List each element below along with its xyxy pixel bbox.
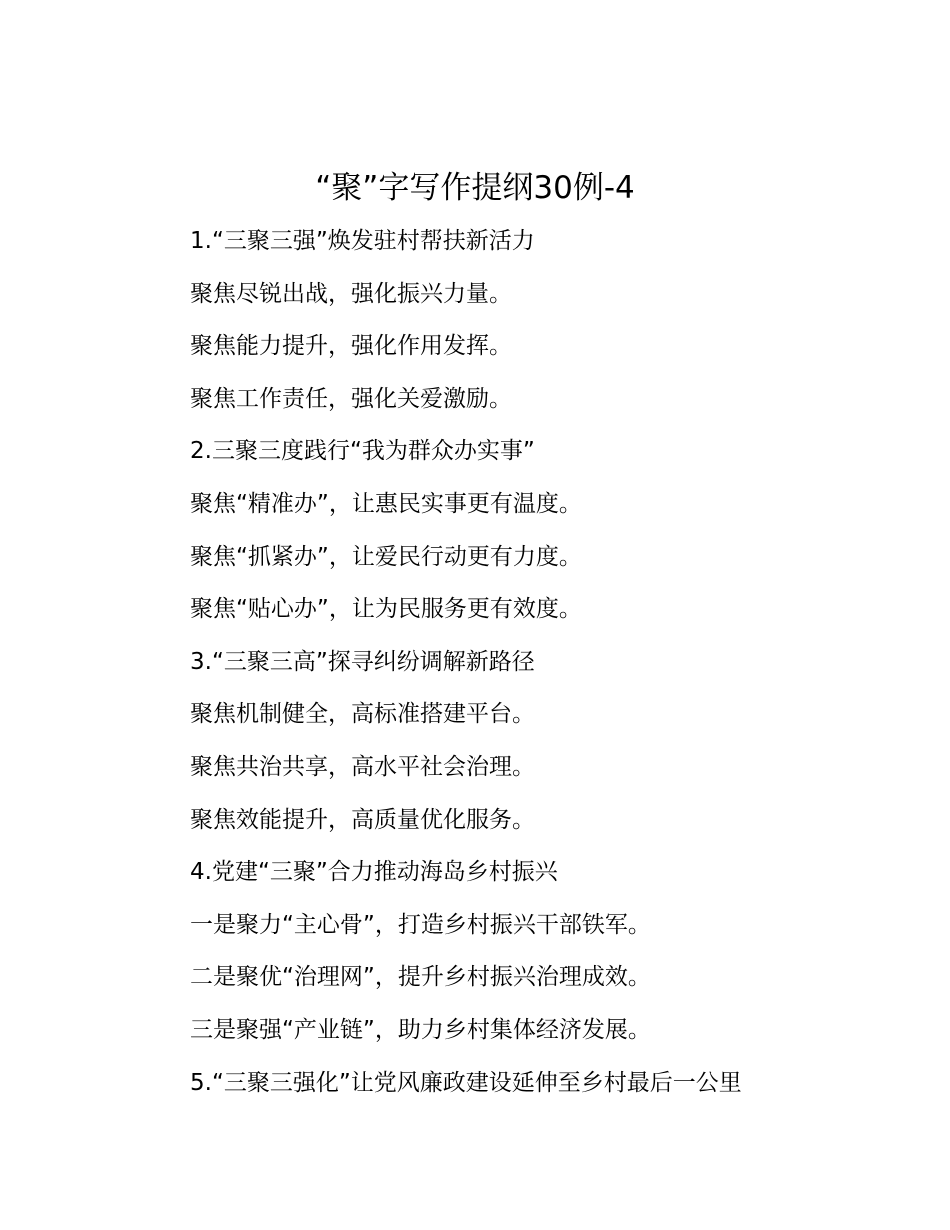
text-line: 一是聚力“主心骨”，打造乡村振兴干部铁军。 (190, 911, 651, 938)
text-line: 聚焦“精准办”，让惠民实事更有温度。 (190, 490, 582, 517)
text-line: 聚焦“贴心办”，让为民服务更有效度。 (190, 596, 582, 623)
text-line: 二是聚优“治理网”，提升乡村振兴治理成效。 (190, 964, 651, 991)
text-line: 聚焦工作责任，强化关爱激励。 (190, 385, 512, 412)
text-line: 聚焦效能提升，高质量优化服务。 (190, 806, 535, 833)
text-line: 聚焦共治共享，高水平社会治理。 (190, 753, 535, 780)
heading-3: 3.“三聚三高”探寻纠纷调解新路径 (190, 648, 535, 675)
document-title: “聚”字写作提纲30例-4 (315, 170, 635, 206)
text-line: 聚焦能力提升，强化作用发挥。 (190, 333, 512, 360)
text-line: 聚焦尽锐出战，强化振兴力量。 (190, 280, 512, 307)
text-line: 聚焦机制健全，高标准搭建平台。 (190, 701, 535, 728)
document-body (190, 226, 910, 1120)
heading-2: 2.三聚三度践行“我为群众办实事” (190, 438, 535, 465)
heading-4: 4.党建“三聚”合力推动海岛乡村振兴 (190, 859, 558, 886)
text-line: 聚焦“抓紧办”，让爱民行动更有力度。 (190, 543, 582, 570)
text-line: 三是聚强“产业链”，助力乡村集体经济发展。 (190, 1016, 651, 1043)
heading-1: 1.“三聚三强”焕发驻村帮扶新活力 (190, 228, 535, 254)
heading-5: 5.“三聚三强化”让党风廉政建设延伸至乡村最后一公里 (190, 1069, 742, 1096)
